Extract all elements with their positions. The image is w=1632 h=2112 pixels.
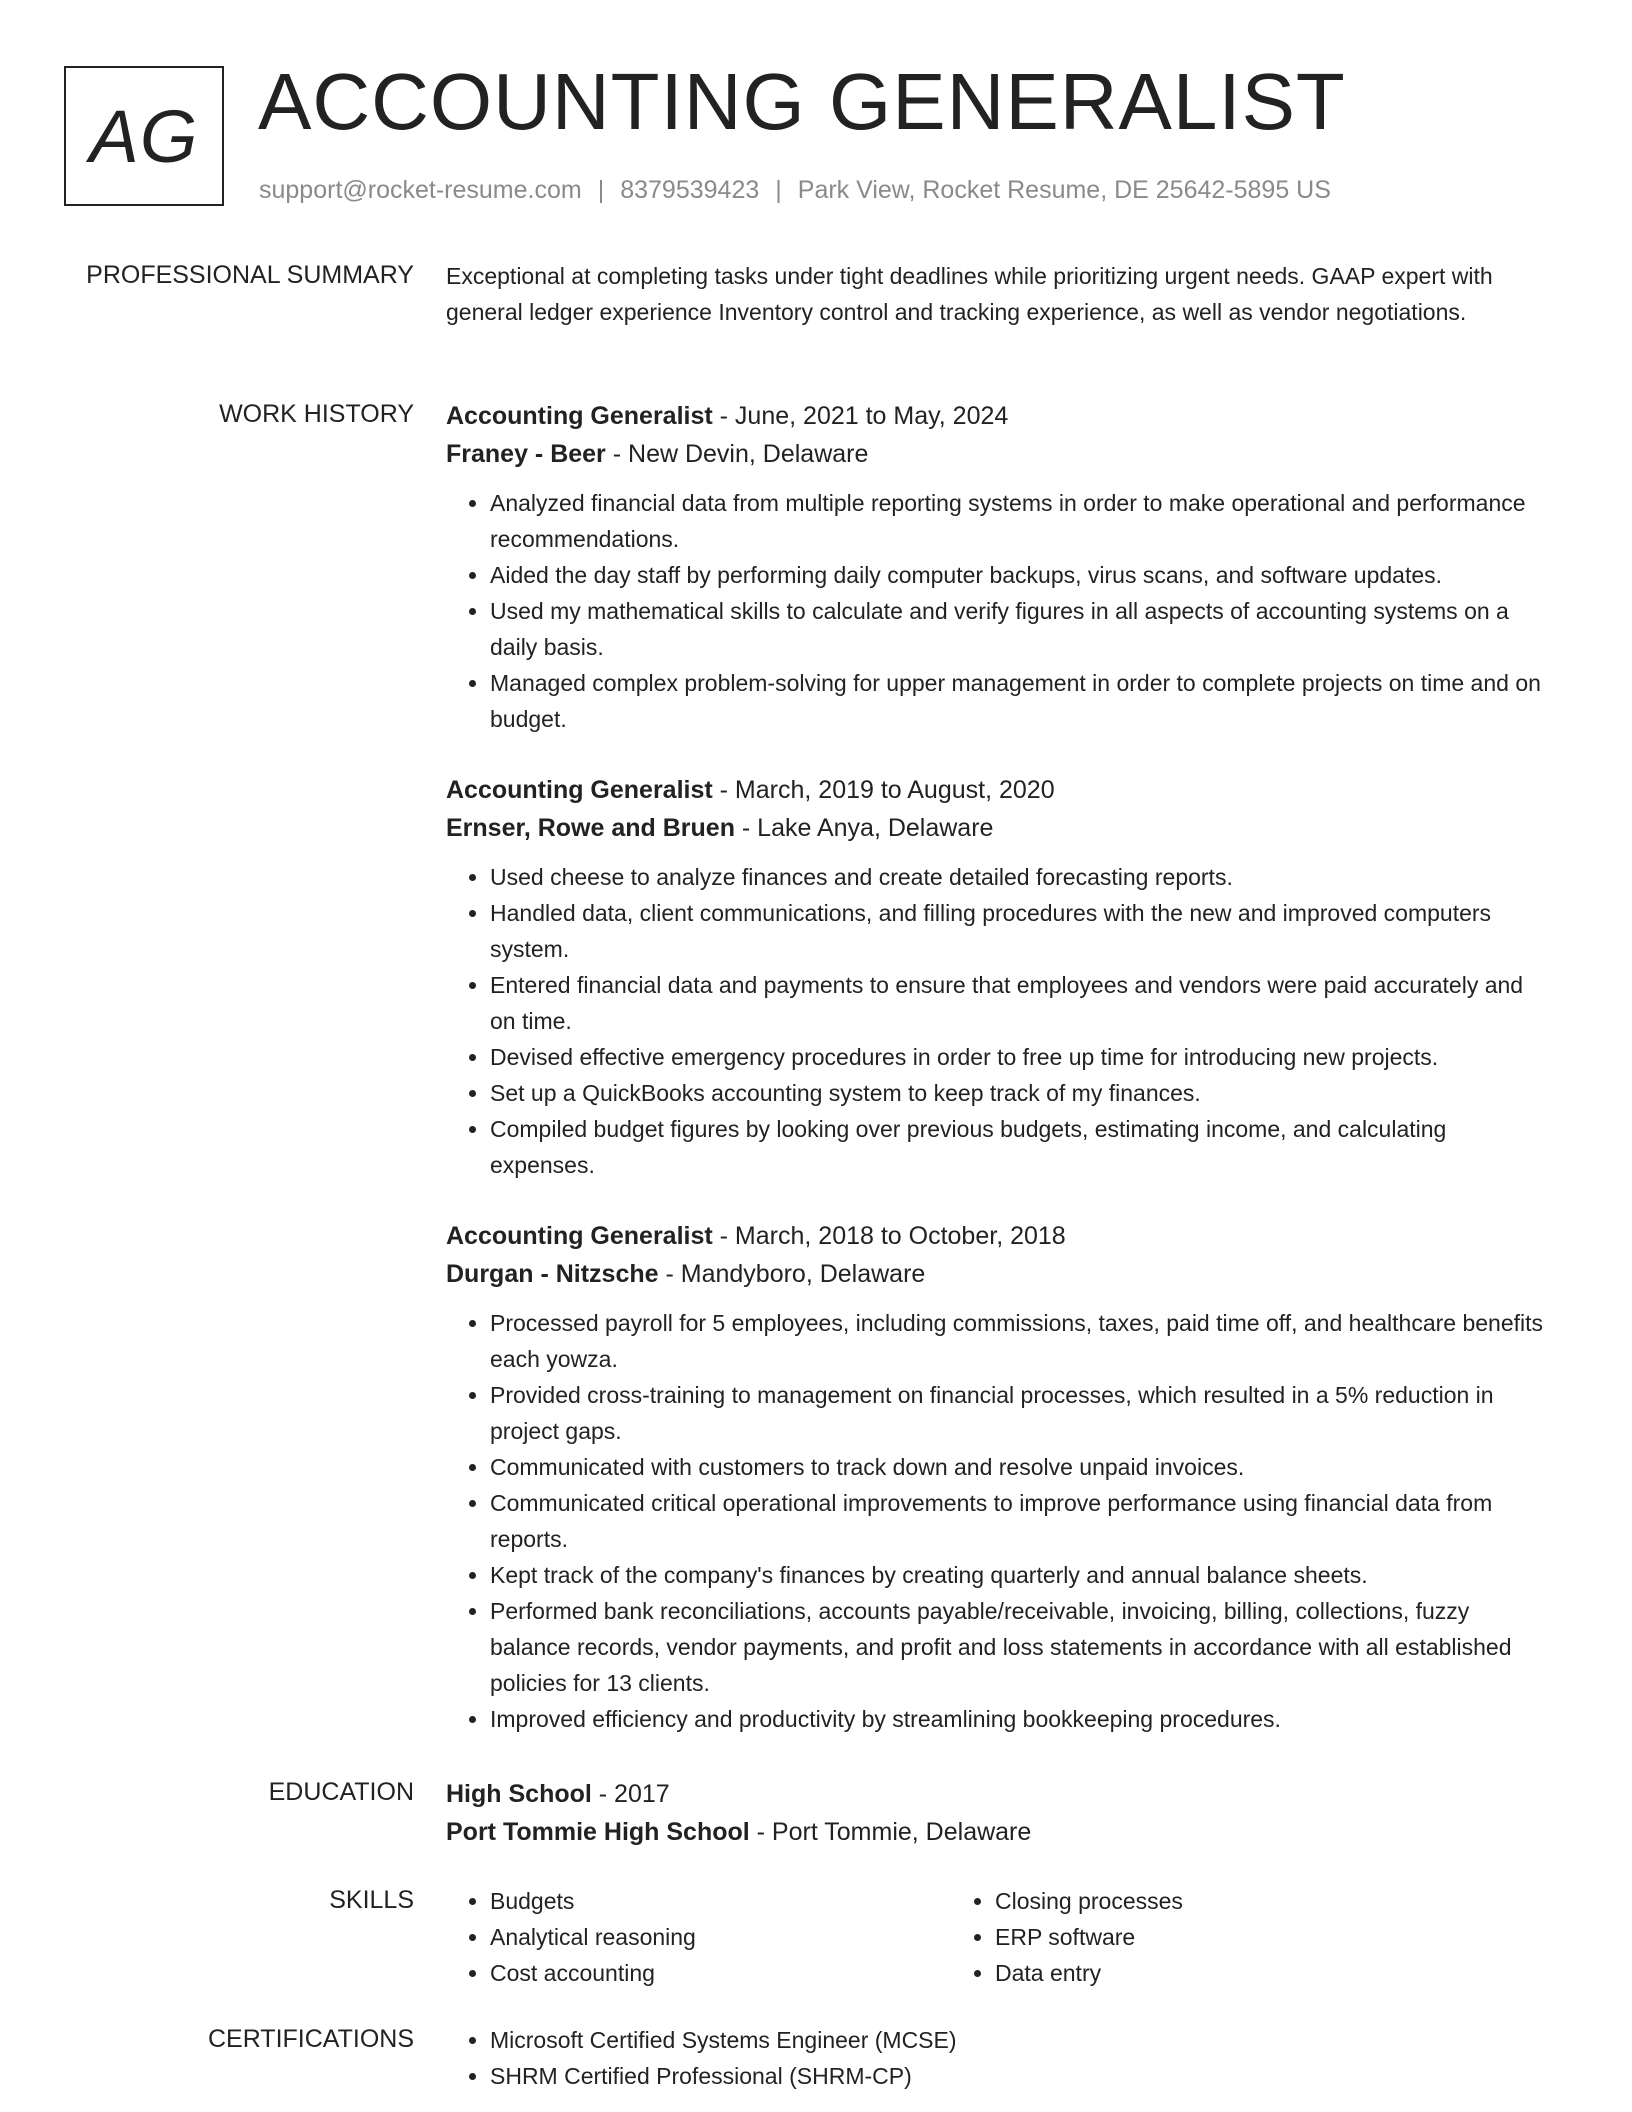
list-item: • Improved efficiency and productivity by streamlining bookkeeping procedures. bbox=[490, 1701, 1548, 1737]
job-title-line bbox=[446, 397, 1548, 435]
company-location: - New Devin, Delaware bbox=[605, 440, 869, 468]
school-location: - Port Tommie, Delaware bbox=[749, 1818, 1032, 1846]
company-name: Franey - Beer bbox=[446, 440, 606, 468]
address: Park View, Rocket Resume, DE 25642-5895 US bbox=[797, 176, 1331, 204]
job-title: Accounting Generalist bbox=[446, 402, 713, 430]
degree-line bbox=[446, 1775, 1548, 1813]
candidate-name: ACCOUNTING GENERALIST bbox=[258, 57, 1346, 146]
skills-column-right bbox=[951, 1883, 1456, 1991]
skills-column-left bbox=[446, 1883, 951, 1991]
list-item: • Compiled budget figures by looking over previous budgets, estimating income, and calculating expenses. bbox=[490, 1111, 1548, 1183]
job-bullets bbox=[446, 859, 1548, 1183]
school-line bbox=[446, 1813, 1548, 1851]
section-label: SKILLS bbox=[329, 1886, 414, 1914]
company-location: - Lake Anya, Delaware bbox=[734, 814, 994, 842]
skill-item: • Cost accounting bbox=[490, 1955, 951, 1991]
list-item: • Used cheese to analyze finances and create detailed forecasting reports. bbox=[490, 859, 1548, 895]
section-label: EDUCATION bbox=[268, 1778, 414, 1806]
list-item: • Used my mathematical skills to calculate and verify figures in all aspects of accounting systems on a daily basis. bbox=[490, 593, 1548, 665]
skills-grid bbox=[446, 1883, 1548, 1991]
list-item: • Devised effective emergency procedures in order to free up time for introducing new projects. bbox=[490, 1039, 1548, 1075]
company-name: Durgan - Nitzsche bbox=[446, 1260, 659, 1288]
graduation-year: - 2017 bbox=[591, 1780, 670, 1808]
job-entry bbox=[446, 397, 1548, 737]
list-item: • Processed payroll for 5 employees, including commissions, taxes, paid time off, and healthcare benefits each yowza. bbox=[490, 1305, 1548, 1377]
contact-line bbox=[259, 174, 1331, 206]
separator: | bbox=[775, 176, 782, 204]
list-item: • Aided the day staff by performing daily computer backups, virus scans, and software updates. bbox=[490, 557, 1548, 593]
list-item: • Analyzed financial data from multiple reporting systems in order to make operational and performance recommendations. bbox=[490, 485, 1548, 557]
list-item: • Communicated with customers to track down and resolve unpaid invoices. bbox=[490, 1449, 1548, 1485]
list-item: • Provided cross-training to management on financial processes, which resulted in a 5% reduction in project gaps. bbox=[490, 1377, 1548, 1449]
job-dates: - March, 2019 to August, 2020 bbox=[712, 776, 1055, 804]
certification-item: • SHRM Certified Professional (SHRM-CP) bbox=[490, 2058, 1548, 2094]
company-location: - Mandyboro, Delaware bbox=[658, 1260, 926, 1288]
skill-item: • Data entry bbox=[995, 1955, 1456, 1991]
company-line bbox=[446, 809, 1548, 847]
company-line bbox=[446, 1255, 1548, 1293]
list-item: • Entered financial data and payments to ensure that employees and vendors were paid accurately and on time. bbox=[490, 967, 1548, 1039]
phone: 8379539423 bbox=[620, 176, 760, 204]
certification-item: • Microsoft Certified Systems Engineer (MCSE) bbox=[490, 2022, 1548, 2058]
skill-item: • Closing processes bbox=[995, 1883, 1456, 1919]
monogram-box bbox=[64, 66, 224, 206]
list-item: • Managed complex problem-solving for upper management in order to complete projects on time and on budget. bbox=[490, 665, 1548, 737]
school-name: Port Tommie High School bbox=[446, 1818, 750, 1846]
skill-item: • Budgets bbox=[490, 1883, 951, 1919]
job-dates: - March, 2018 to October, 2018 bbox=[712, 1222, 1066, 1250]
job-title: Accounting Generalist bbox=[446, 776, 713, 804]
list-item: • Kept track of the company's finances by creating quarterly and annual balance sheets. bbox=[490, 1557, 1548, 1593]
company-line bbox=[446, 435, 1548, 473]
initials: AG bbox=[89, 94, 199, 178]
job-title-line bbox=[446, 771, 1548, 809]
job-title-line bbox=[446, 1217, 1548, 1255]
summary-text: Exceptional at completing tasks under tight deadlines while prioritizing urgent needs. GAAP expert with general ledger experience Inventory control and tracking experience, as well as vendor negotiations. bbox=[446, 263, 1493, 325]
section-label: CERTIFICATIONS bbox=[207, 2025, 414, 2053]
degree: High School bbox=[446, 1780, 592, 1808]
section-label: WORK HISTORY bbox=[219, 400, 414, 428]
certifications-list bbox=[446, 2022, 1548, 2094]
job-title: Accounting Generalist bbox=[446, 1222, 713, 1250]
separator: | bbox=[597, 176, 605, 204]
job-entry bbox=[446, 1217, 1548, 1737]
job-dates: - June, 2021 to May, 2024 bbox=[712, 402, 1009, 430]
list-item: • Set up a QuickBooks accounting system to keep track of my finances. bbox=[490, 1075, 1548, 1111]
company-name: Ernser, Rowe and Bruen bbox=[446, 814, 735, 842]
section-label: PROFESSIONAL SUMMARY bbox=[86, 261, 414, 289]
job-bullets bbox=[446, 1305, 1548, 1737]
skill-item: • Analytical reasoning bbox=[490, 1919, 951, 1955]
list-item: • Communicated critical operational improvements to improve performance using financial data from reports. bbox=[490, 1485, 1548, 1557]
email: support@rocket-resume.com bbox=[259, 176, 582, 204]
job-entry bbox=[446, 771, 1548, 1183]
skill-item: • ERP software bbox=[995, 1919, 1456, 1955]
list-item: • Handled data, client communications, and filling procedures with the new and improved computers system. bbox=[490, 895, 1548, 967]
job-bullets bbox=[446, 485, 1548, 737]
list-item: • Performed bank reconciliations, accounts payable/receivable, invoicing, billing, collections, fuzzy balance records, vendor payments, and profit and loss statements in accordance with all established policies for 13 clients. bbox=[490, 1593, 1548, 1701]
